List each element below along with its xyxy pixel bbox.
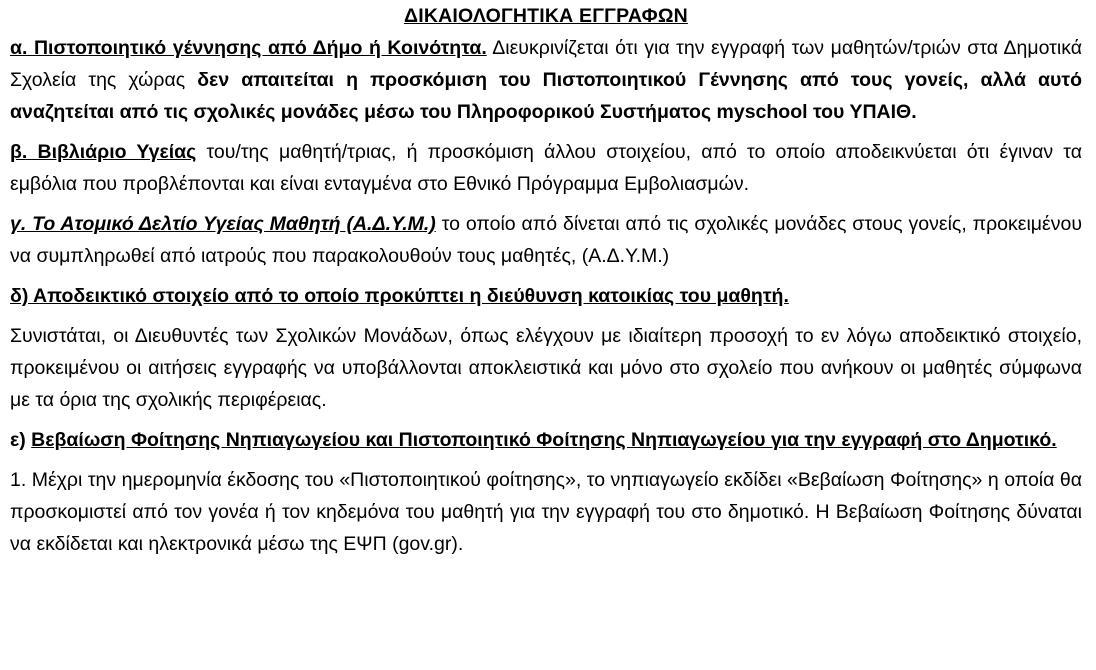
section-a-heading: α. Πιστοποιητικό γέννησης από Δήμο ή Κοινότητα.	[10, 37, 487, 59]
section-e-paragraph	[10, 424, 1082, 456]
document-title: ΔΙΚΑΙΟΛΟΓΗΤΙΚΑ ΕΓΓΡΑΦΩΝ	[404, 5, 688, 27]
section-d-heading: δ) Αποδεικτικό στοιχείο από το οποίο προκύπτει η διεύθυνση κατοικίας του μαθητή.	[10, 285, 789, 307]
section-c-text: το οποίο από δίνεται από τις σχολικές μονάδες στους γονείς, προκειμένου να συμπληρωθεί από ιατρούς που παρακολουθούν τους μαθητές, (Α.Δ.Υ.Μ.)	[10, 213, 1082, 267]
section-b-heading: β. Βιβλιάριο Υγείας	[10, 141, 197, 163]
section-a-text: Διευκρινίζεται ότι για την εγγραφή των μαθητών/τριών στα Δημοτικά Σχολεία της χώρας	[10, 37, 1082, 91]
section-d-text: Συνιστάται, οι Διευθυντές των Σχολικών Μονάδων, όπως ελέγχουν με ιδιαίτερη προσοχή το εν λόγω αποδεικτικό στοιχείο, προκειμένου οι αιτήσεις εγγραφής να υποβάλλονται αποκλειστικά και μόνο στο σχολείο που ανήκουν οι μαθητές σύμφωνα με τα όρια της σχολικής περιφέρειας.	[10, 325, 1082, 411]
section-e-heading: Βεβαίωση Φοίτησης Νηπιαγωγείου και Πιστοποιητικό Φοίτησης Νηπιαγωγείου για την εγγραφή στο Δημοτικό.	[31, 429, 1057, 451]
section-a-bold-text: δεν απαιτείται η προσκόμιση του Πιστοποιητικού Γέννησης από τους γονείς, αλλά αυτό αναζητείται από τις σχολικές μονάδες μέσω του Πληροφορικού Συστήματος myschool του ΥΠΑΙΘ.	[10, 69, 1082, 123]
section-b-text: του/της μαθητή/τριας, ή προσκόμιση άλλου στοιχείου, από το οποίο αποδεικνύεται ότι έγιναν τα εμβόλια που προβλέπονται και είναι ενταγμένα στο Εθνικό Πρόγραμμα Εμβολιασμών.	[10, 141, 1082, 195]
section-d-paragraph	[10, 280, 1082, 312]
section-c-heading: γ. Το Ατομικό Δελτίο Υγείας Μαθητή (Α.Δ.Υ.Μ.)	[10, 213, 436, 235]
section-e-prefix: ε)	[10, 429, 32, 451]
section-a-paragraph	[10, 32, 1082, 128]
section-e-item-1: 1. Μέχρι την ημερομηνία έκδοσης του «Πιστοποιητικού φοίτησης», το νηπιαγωγείο εκδίδει «Βεβαίωση Φοίτησης» η οποία θα προσκομιστεί από τον γονέα ή τον κηδεμόνα του μαθητή για την εγγραφή του στο δημοτικό. Η Βεβαίωση Φοίτησης δύναται να εκδίδεται και ηλεκτρονικά μέσω της ΕΨΠ (gov.gr).	[10, 469, 1082, 555]
section-b-paragraph	[10, 136, 1082, 200]
section-c-paragraph	[10, 208, 1082, 272]
